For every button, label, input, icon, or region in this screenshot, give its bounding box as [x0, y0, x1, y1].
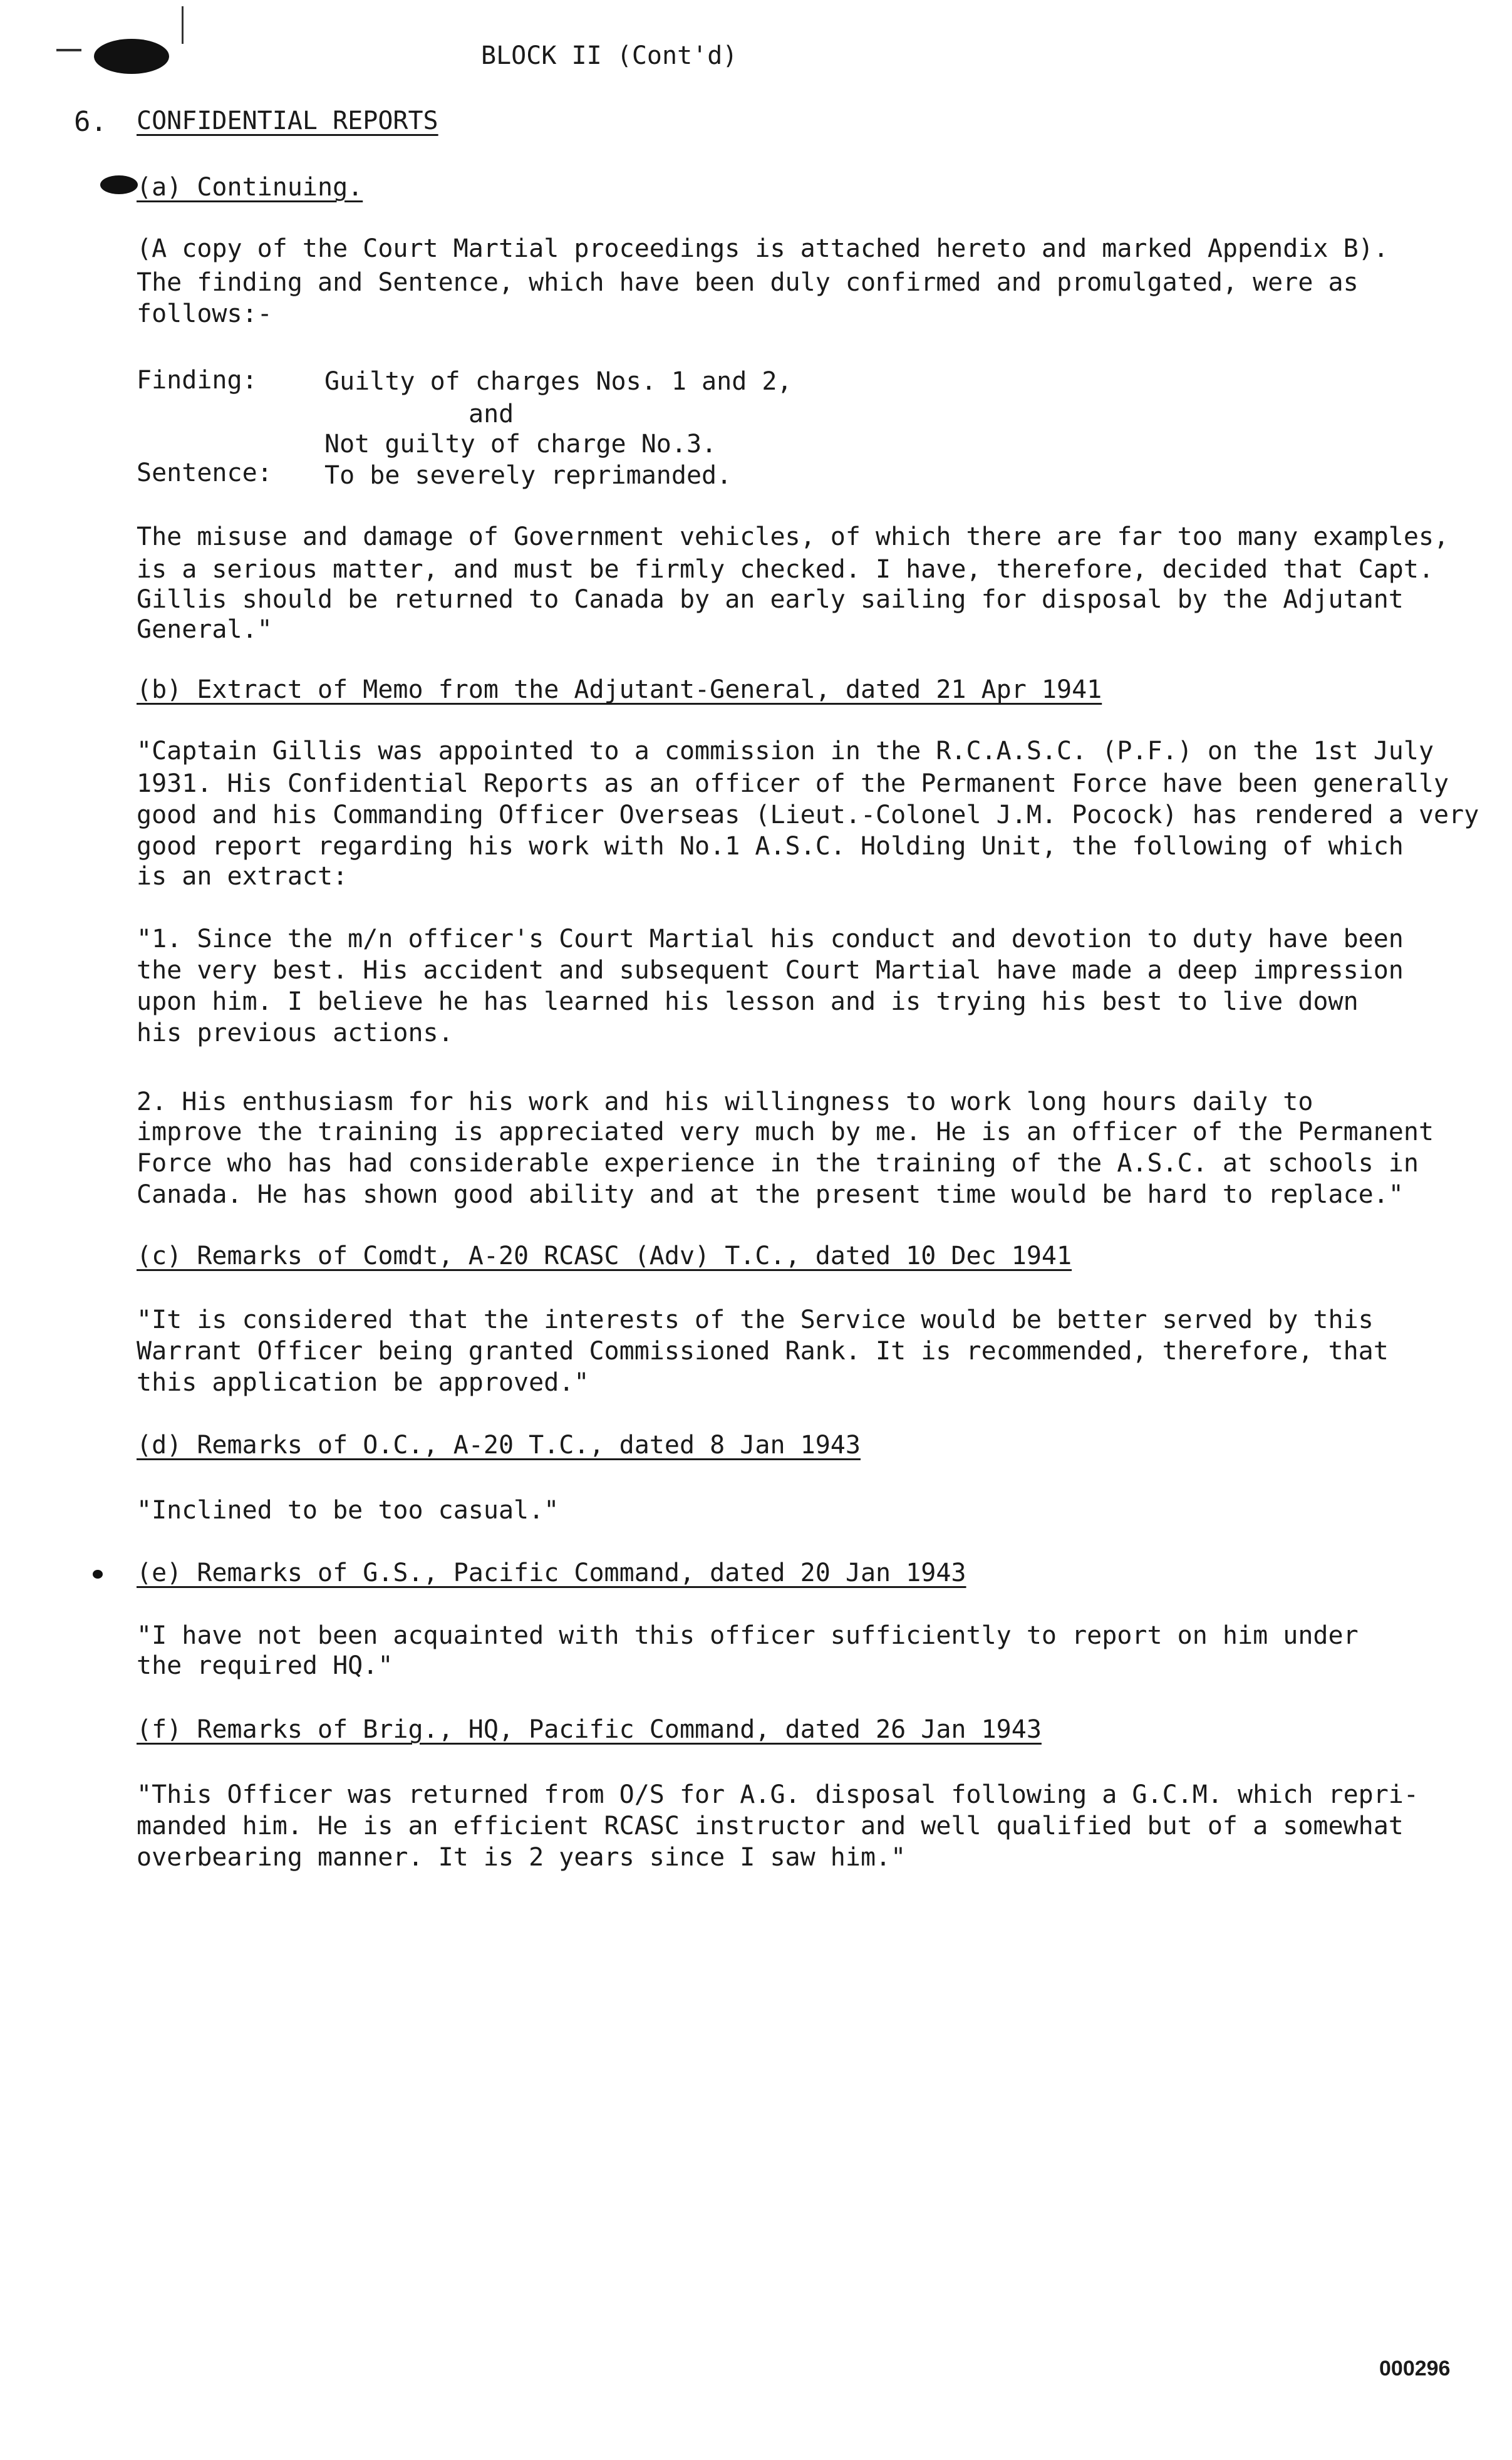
- text-line: is a serious matter, and must be firmly checked. I have, therefore, decided that Capt.: [137, 555, 1434, 584]
- finding-text: Guilty of charges Nos. 1 and 2,: [324, 367, 792, 396]
- text-line: "1. Since the m/n officer's Court Martial his conduct and devotion to duty have been: [137, 925, 1404, 953]
- sentence-label: Sentence:: [137, 459, 272, 487]
- scan-mark: [56, 49, 81, 51]
- text-line: (A copy of the Court Martial proceedings is attached hereto and marked Appendix B).: [137, 234, 1389, 263]
- text-line: The misuse and damage of Government vehicles, of which there are far too many examples,: [137, 522, 1449, 551]
- section-title: CONFIDENTIAL REPORTS: [137, 106, 438, 135]
- text-line: "I have not been acquainted with this officer sufficiently to report on him under: [137, 1621, 1359, 1650]
- text-line: the required HQ.": [137, 1651, 393, 1680]
- text-line: 1931. His Confidential Reports as an officer of the Permanent Force have been generally: [137, 769, 1449, 798]
- text-line: is an extract:: [137, 862, 348, 891]
- text-line: Canada. He has shown good ability and at the present time would be hard to replace.": [137, 1180, 1404, 1209]
- page-number: 000296: [1379, 2357, 1451, 2380]
- text-line: upon him. I believe he has learned his lesson and is trying his best to live down: [137, 987, 1359, 1016]
- text-line: "Captain Gillis was appointed to a commission in the R.C.A.S.C. (P.F.) on the 1st July: [137, 737, 1434, 766]
- section-number: 6.: [74, 106, 107, 138]
- text-line: "This Officer was returned from O/S for A.G. disposal following a G.C.M. which repri-: [137, 1780, 1419, 1809]
- ink-blot: [100, 175, 138, 194]
- subsection-b-heading: (b) Extract of Memo from the Adjutant-General, dated 21 Apr 1941: [137, 675, 1102, 704]
- subsection-f-heading: (f) Remarks of Brig., HQ, Pacific Command, dated 26 Jan 1943: [137, 1715, 1042, 1744]
- text-line: follows:-: [137, 299, 272, 328]
- text-line: The finding and Sentence, which have been duly confirmed and promulgated, were as: [137, 268, 1359, 297]
- page-header: BLOCK II (Cont'd): [481, 41, 738, 70]
- text-line: Gillis should be returned to Canada by an early sailing for disposal by the Adjutant: [137, 585, 1404, 614]
- text-line: "It is considered that the interests of the Service would be better served by this: [137, 1305, 1374, 1334]
- text-line: manded him. He is an efficient RCASC instructor and well qualified but of a somewhat: [137, 1812, 1404, 1840]
- text-line: Warrant Officer being granted Commissioned Rank. It is recommended, therefore, that: [137, 1337, 1389, 1366]
- text-line: overbearing manner. It is 2 years since I saw him.": [137, 1843, 906, 1872]
- text-line: this application be approved.": [137, 1368, 589, 1397]
- finding-label: Finding:: [137, 366, 257, 395]
- subsection-d-heading: (d) Remarks of O.C., A-20 T.C., dated 8 Jan 1943: [137, 1431, 861, 1460]
- subsection-e-heading: (e) Remarks of G.S., Pacific Command, dated 20 Jan 1943: [137, 1559, 966, 1587]
- subsection-c-heading: (c) Remarks of Comdt, A-20 RCASC (Adv) T.C., dated 10 Dec 1941: [137, 1242, 1072, 1270]
- finding-text: Not guilty of charge No.3.: [324, 430, 717, 459]
- ink-blot: [94, 39, 169, 74]
- finding-and: and: [469, 400, 514, 428]
- text-line: the very best. His accident and subsequent Court Martial have made a deep impression: [137, 956, 1404, 985]
- text-line: his previous actions.: [137, 1019, 453, 1047]
- text-line: 2. His enthusiasm for his work and his willingness to work long hours daily to: [137, 1087, 1313, 1116]
- subsection-a-heading: (a) Continuing.: [137, 173, 363, 202]
- text-line: "Inclined to be too casual.": [137, 1496, 559, 1525]
- scan-mark: [182, 6, 184, 44]
- sentence-text: To be severely reprimanded.: [324, 461, 732, 490]
- text-line: good and his Commanding Officer Overseas (Lieut.-Colonel J.M. Pocock) has rendered a very: [137, 801, 1479, 829]
- text-line: General.": [137, 615, 272, 644]
- ink-blot: [93, 1570, 103, 1579]
- text-line: improve the training is appreciated very much by me. He is an officer of the Permanent: [137, 1118, 1434, 1146]
- text-line: good report regarding his work with No.1 A.S.C. Holding Unit, the following of which: [137, 832, 1404, 861]
- text-line: Force who has had considerable experience in the training of the A.S.C. at schools in: [137, 1149, 1419, 1178]
